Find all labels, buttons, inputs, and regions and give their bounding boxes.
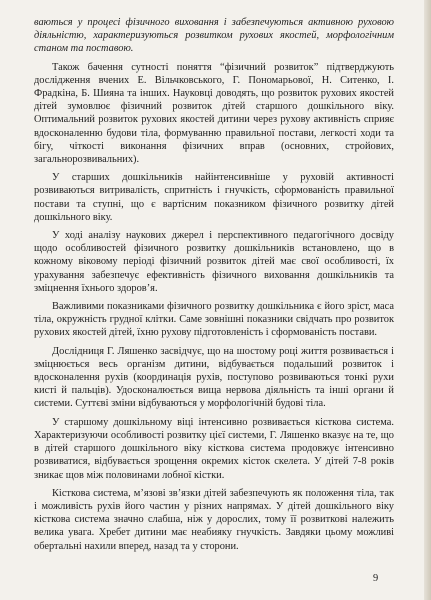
paragraph-bone-system-movement: Кісткова система, м’язові зв’язки дітей забезпечують як положення тіла, так і можливість рухів його частин у різних напрямах. У дітей дошкільного віку кісткова система значно слабша, ніж у дорослих, тому її розвиткові належить велика увага. Хребет дитини має неабияку гнучкість. Завдяки цьому можливі обертальні нахили вперед, назад та у сторони. bbox=[34, 487, 394, 552]
paragraph-scientific-analysis: У ході аналізу наукових джерел і перспективного педагогічного досвіду щодо особливостей фізичного розвитку дошкільників встановлено, що в кожному віковому періоді фізичний розвиток дітей має свої особливості, їх урахування забезпечує ефективність фізичного виховання дошкільників та зміцнення їхнього здоров’я. bbox=[34, 230, 394, 294]
page-body-text bbox=[34, 16, 394, 558]
paragraph-skeletal-system: У старшому дошкільному віці інтенсивно розвивається кісткова система. Характеризуючи особливості розвитку цієї системи, Г. Ляшенко вказує на те, що в дітей старшого дошкільного віку кісткова система продовжує інтенсивно розвиватися, відбувається зрощення окремих кісток скелета. У дітей 7-8 років зникає щов між половинами лобної кістки. bbox=[34, 416, 394, 481]
paragraph-lyashenko: Дослідниця Г. Ляшенко засвідчує, що на шостому році життя розвивається і зміцнюється весь організм дитини, відбувається подальший розвиток і вдосконалення рухів (координація рухів, поступово розвиваються тонкі рухи кисті й пальців). Удосконалюється вища нервова діяльність та інші органи й системи. Суттєві зміни відбуваються у морфологічній будові тіла. bbox=[34, 345, 394, 410]
paragraph-continuation: ваються у процесі фізичного виховання і забезпечуються активною руховою діяльністю, характеризуються розвитком рухових якостей, морфологічним станом та поставою. bbox=[34, 17, 394, 55]
page-number: 9 bbox=[373, 573, 379, 584]
paragraph-older-preschoolers: У старших дошкільників найінтенсивніше у руховій активності розвиваються витривалість, спритність і гнучкість, сформованість правильної постави та ступні, що є вартісним показником фізичного розвитку дітей дошкільного віку. bbox=[34, 172, 394, 223]
paragraph-physical-development-research: Також бачення сутності поняття “фізичний розвиток” підтверджують дослідження вчених Е. Вільчковського, Г. Пономарьової, Н. Ситенко, І. Фрадкіна, Б. Шияна та інших. Науковці доводять, що розвиток рухових якостей дітей зумовлює фізичний розвиток дітей старшого дошкільного віку. Оптимальний розвиток рухових якостей дитини через рухову активність сприяє вдосконаленню будови тіла, формуванню правильної постави, легкості ходи та бігу, чіткості виконання фізичних вправ (основних, стройових, загальнорозвивальних). bbox=[34, 61, 394, 166]
paragraph-indicators: Важливими показниками фізичного розвитку дошкільника є його зріст, маса тіла, окружність грудної клітки. Саме зовнішні показники свідчать про розвиток рухових якостей дітей, їхню рухову підготовленість і сформованість постави. bbox=[34, 301, 394, 339]
page-edge-shadow bbox=[424, 0, 431, 600]
